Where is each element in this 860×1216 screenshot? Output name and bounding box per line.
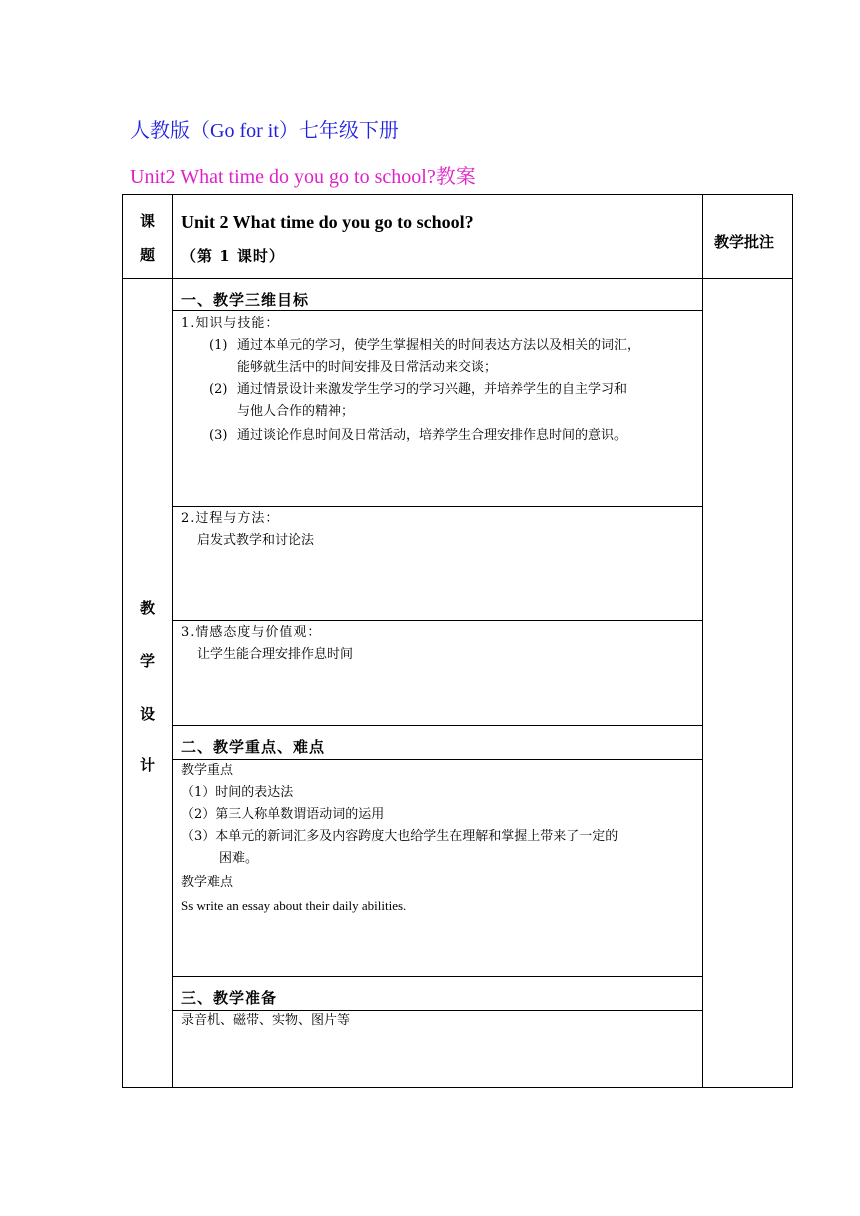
section2-title: 二、教学重点、难点 (181, 738, 326, 756)
row-divider-header (123, 278, 792, 279)
k-item-2-line1: 通过情景设计来激发学生学习的学习兴趣，并培养学生的自主学习和 (237, 382, 628, 397)
design-label-4: 计 (140, 756, 156, 774)
row-divider-k (173, 506, 702, 507)
row-divider-p (173, 620, 702, 621)
k-item-3-num: (3) (209, 428, 228, 443)
k-item-3-line1: 通过谈论作息时间及日常活动，培养学生合理安排作息时间的意识。 (237, 428, 628, 443)
unit-title: Unit 2 What time do you go to school? (181, 212, 474, 232)
k-item-1-line1: 通过本单元的学习，使学生掌握相关的时间表达方法以及相关的词汇， (237, 338, 641, 353)
design-label-2: 学 (140, 652, 156, 670)
key-item-3: （3）本单元的新词汇多及内容跨度大也给学生在理解和掌握上带来了一定的 (181, 829, 619, 844)
design-label-3: 设 (140, 705, 156, 723)
section3-title: 三、教学准备 (181, 989, 278, 1007)
k-item-2-line2: 与他人合作的精神； (237, 404, 355, 419)
row-divider-s1 (173, 310, 702, 311)
difficult-text: Ss write an essay about their daily abilities. (181, 898, 407, 913)
section1-title: 一、教学三维目标 (181, 291, 310, 309)
key-points-title: 教学重点 (181, 763, 234, 778)
document-title: 人教版（Go for it）七年级下册 (130, 120, 399, 142)
document-subtitle: Unit2 What time do you go to school?教案 (130, 166, 476, 188)
process-text: 启发式教学和讨论法 (197, 533, 315, 548)
k-item-1-line2: 能够就生活中的时间安排及日常活动来交谈； (237, 360, 498, 375)
col-divider-left (172, 195, 173, 1087)
emotion-text: 让学生能合理安排作息时间 (197, 647, 354, 662)
row-divider-key (173, 976, 702, 977)
col-divider-right (702, 195, 703, 1087)
notes-label: 教学批注 (714, 233, 775, 251)
key-item-2: （2）第三人称单数谓语动词的运用 (181, 807, 385, 822)
difficult-points-title: 教学难点 (181, 875, 234, 890)
emotion-title: 3.情感态度与价值观： (181, 625, 322, 640)
row-divider-e (173, 725, 702, 726)
row-divider-s2 (173, 759, 702, 760)
key-item-3-cont: 困难。 (219, 851, 259, 866)
process-title: 2.过程与方法： (181, 511, 280, 526)
design-label-1: 教 (140, 599, 156, 617)
key-item-1: （1）时间的表达法 (181, 785, 294, 800)
lesson-number: （第 1 课时） (181, 247, 285, 265)
topic-label-1: 课 (140, 212, 156, 230)
k-item-2-num: (2) (209, 382, 228, 397)
topic-label-2: 题 (140, 246, 156, 264)
prep-text: 录音机、磁带、实物、图片等 (181, 1013, 351, 1028)
k-item-1-num: (1) (209, 338, 228, 353)
lesson-plan-table (122, 194, 793, 1088)
knowledge-title: 1.知识与技能： (181, 316, 280, 331)
